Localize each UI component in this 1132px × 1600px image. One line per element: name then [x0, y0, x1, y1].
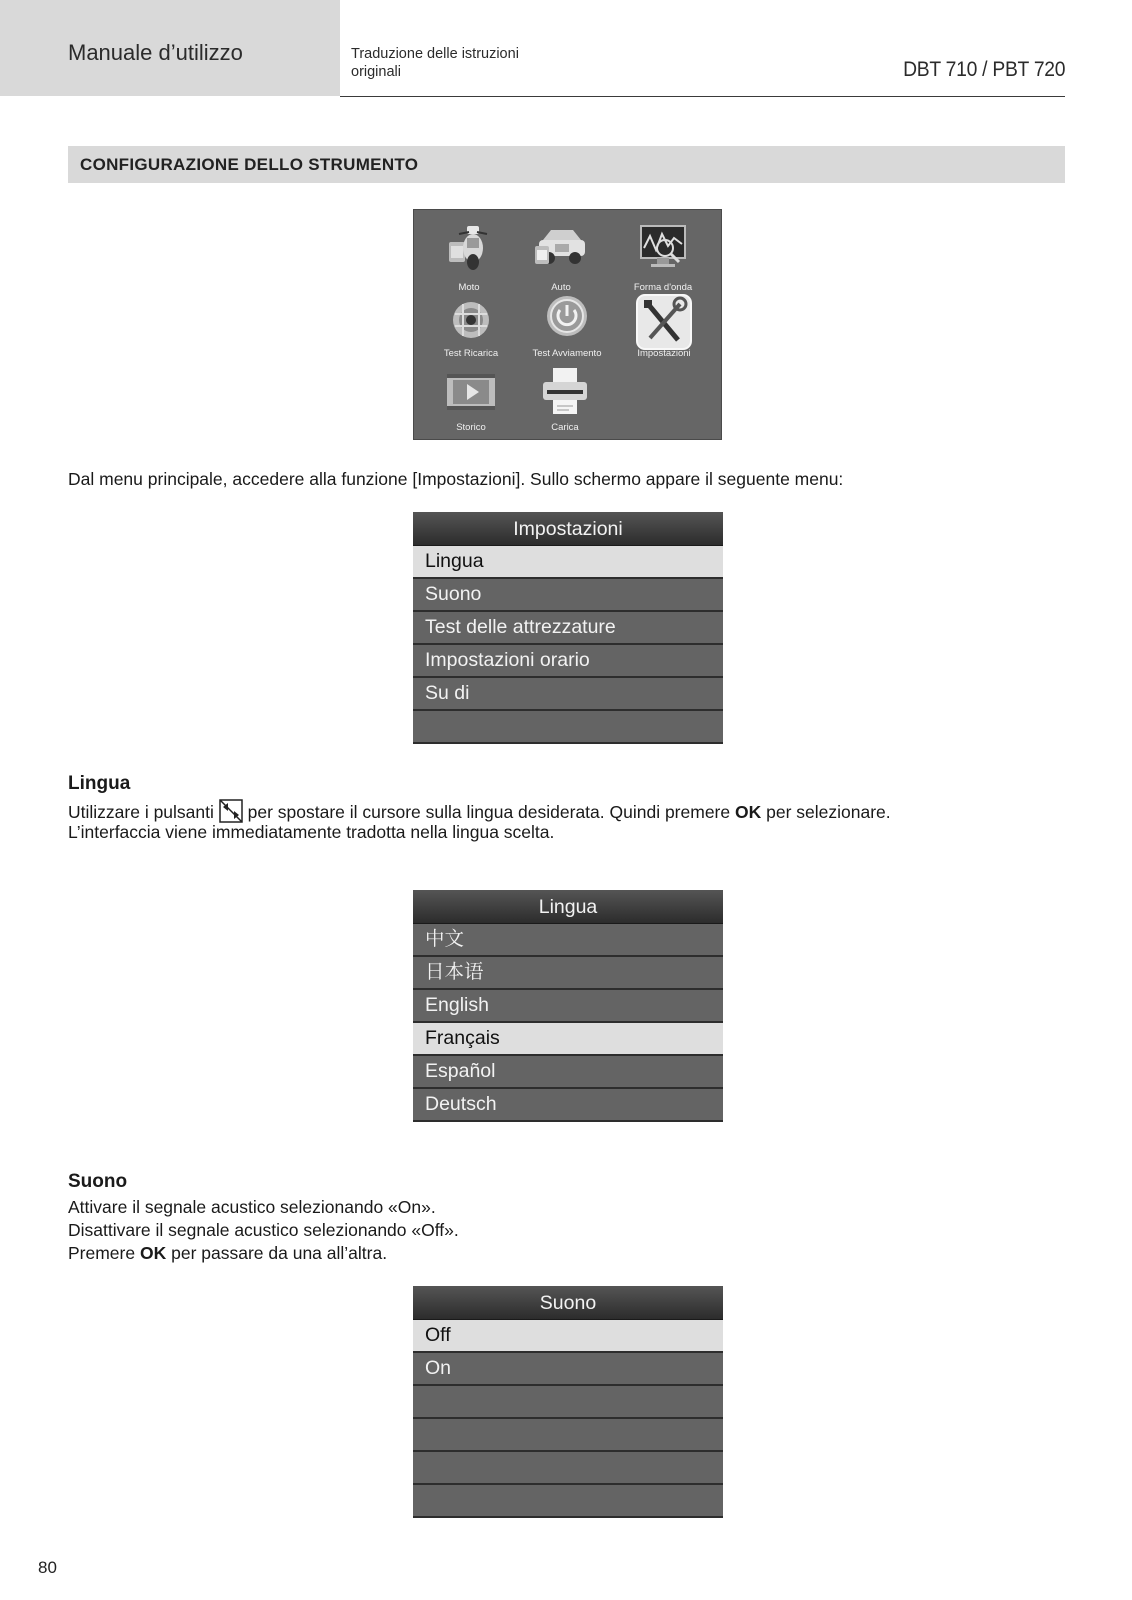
power-icon — [539, 294, 595, 350]
lingua-heading: Lingua — [68, 773, 131, 794]
settings-menu-item-lingua[interactable]: Lingua — [413, 546, 723, 579]
main-menu-label-carica: Carica — [551, 422, 579, 433]
page-number: 80 — [38, 1558, 57, 1577]
language-item-french[interactable]: Français — [413, 1023, 723, 1056]
settings-menu-item-suono[interactable]: Suono — [413, 579, 723, 612]
suono-line3-before: Premere — [68, 1243, 136, 1263]
settings-menu-item-su-di[interactable]: Su di — [413, 678, 723, 711]
lingua-instruction-line1 — [68, 799, 891, 823]
section-title-bar — [68, 146, 1065, 183]
main-menu-item-moto[interactable] — [419, 220, 519, 293]
lingua-text-after: per spostare il cursore sulla lingua desiderata. Quindi premere — [247, 802, 731, 822]
main-menu-item-forma-onda[interactable] — [613, 220, 713, 293]
language-item-english[interactable]: English — [413, 990, 723, 1023]
sound-menu-title: Suono — [413, 1286, 723, 1320]
model-name: DBT 710 / PBT 720 — [902, 58, 1065, 81]
language-menu — [413, 890, 723, 1122]
main-menu-label-forma-onda: Forma d'onda — [633, 282, 693, 293]
settings-menu-item-test-attrezzature[interactable]: Test delle attrezzature — [413, 612, 723, 645]
main-menu-screenshot — [413, 209, 722, 440]
settings-menu-item-empty — [413, 711, 723, 744]
settings-menu-title: Impostazioni — [413, 512, 723, 546]
film-icon — [443, 366, 499, 422]
sound-item-empty — [413, 1419, 723, 1452]
main-menu-item-test-ricarica[interactable] — [421, 294, 521, 364]
sound-item-empty — [413, 1485, 723, 1518]
main-menu-item-carica[interactable] — [515, 366, 615, 436]
main-menu-label-auto: Auto — [551, 282, 571, 293]
header-divider — [340, 96, 1065, 97]
lingua-text-before: Utilizzare i pulsanti — [68, 802, 214, 822]
suono-line2: Disattivare il segnale acustico selezionando «Off». — [68, 1220, 459, 1240]
sound-item-off[interactable]: Off — [413, 1320, 723, 1353]
lingua-text-end: per selezionare. — [766, 802, 891, 822]
manual-title: Manuale d’utilizzo — [68, 40, 243, 65]
settings-menu — [413, 512, 723, 744]
suono-line3-after: per passare da una all’altra. — [171, 1243, 388, 1263]
car-icon — [533, 220, 589, 276]
tools-icon — [636, 294, 692, 350]
arrow-buttons-icon — [219, 799, 243, 823]
sound-item-empty — [413, 1386, 723, 1419]
suono-ok-key: OK — [139, 1243, 167, 1263]
header-subtitle-line1: Traduzione delle istruzioni — [351, 46, 519, 62]
language-menu-title: Lingua — [413, 890, 723, 924]
suono-heading: Suono — [68, 1171, 128, 1192]
main-menu-item-test-avviamento[interactable] — [517, 294, 617, 364]
main-menu-item-impostazioni[interactable] — [614, 294, 714, 364]
lingua-ok-key: OK — [735, 802, 762, 822]
settings-menu-item-impostazioni-orario[interactable]: Impostazioni orario — [413, 645, 723, 678]
sound-menu — [413, 1286, 723, 1518]
main-menu-label-test-ricarica: Test Ricarica — [443, 348, 499, 359]
alternator-icon — [443, 294, 499, 350]
language-item-chinese[interactable]: 中文 — [413, 924, 723, 957]
main-menu-label-storico: Storico — [456, 422, 486, 433]
main-menu-label-impostazioni: Impostazioni — [637, 348, 691, 359]
lingua-instruction-line2: L’interfaccia viene immediatamente tradotta nella lingua scelta. — [68, 822, 555, 842]
suono-line3 — [68, 1243, 387, 1264]
waveform-icon — [635, 220, 691, 276]
motorcycle-icon — [441, 220, 497, 276]
language-item-spanish[interactable]: Español — [413, 1056, 723, 1089]
main-menu-label-moto: Moto — [458, 282, 480, 293]
section-title: CONFIGURAZIONE DELLO STRUMENTO — [80, 155, 419, 174]
language-item-german[interactable]: Deutsch — [413, 1089, 723, 1122]
language-item-japanese[interactable]: 日本语 — [413, 957, 723, 990]
suono-line1: Attivare il segnale acustico selezionando «On». — [68, 1197, 436, 1217]
intro-text: Dal menu principale, accedere alla funzione [Impostazioni]. Sullo schermo appare il seguente menu: — [68, 469, 844, 489]
printer-icon — [537, 366, 593, 422]
sound-item-empty — [413, 1452, 723, 1485]
header-subtitle-line2: originali — [351, 64, 401, 80]
sound-item-on[interactable]: On — [413, 1353, 723, 1386]
header-subtitle — [351, 45, 519, 81]
main-menu-label-test-avviamento: Test Avviamento — [532, 348, 602, 359]
main-menu-item-auto[interactable] — [511, 220, 611, 293]
